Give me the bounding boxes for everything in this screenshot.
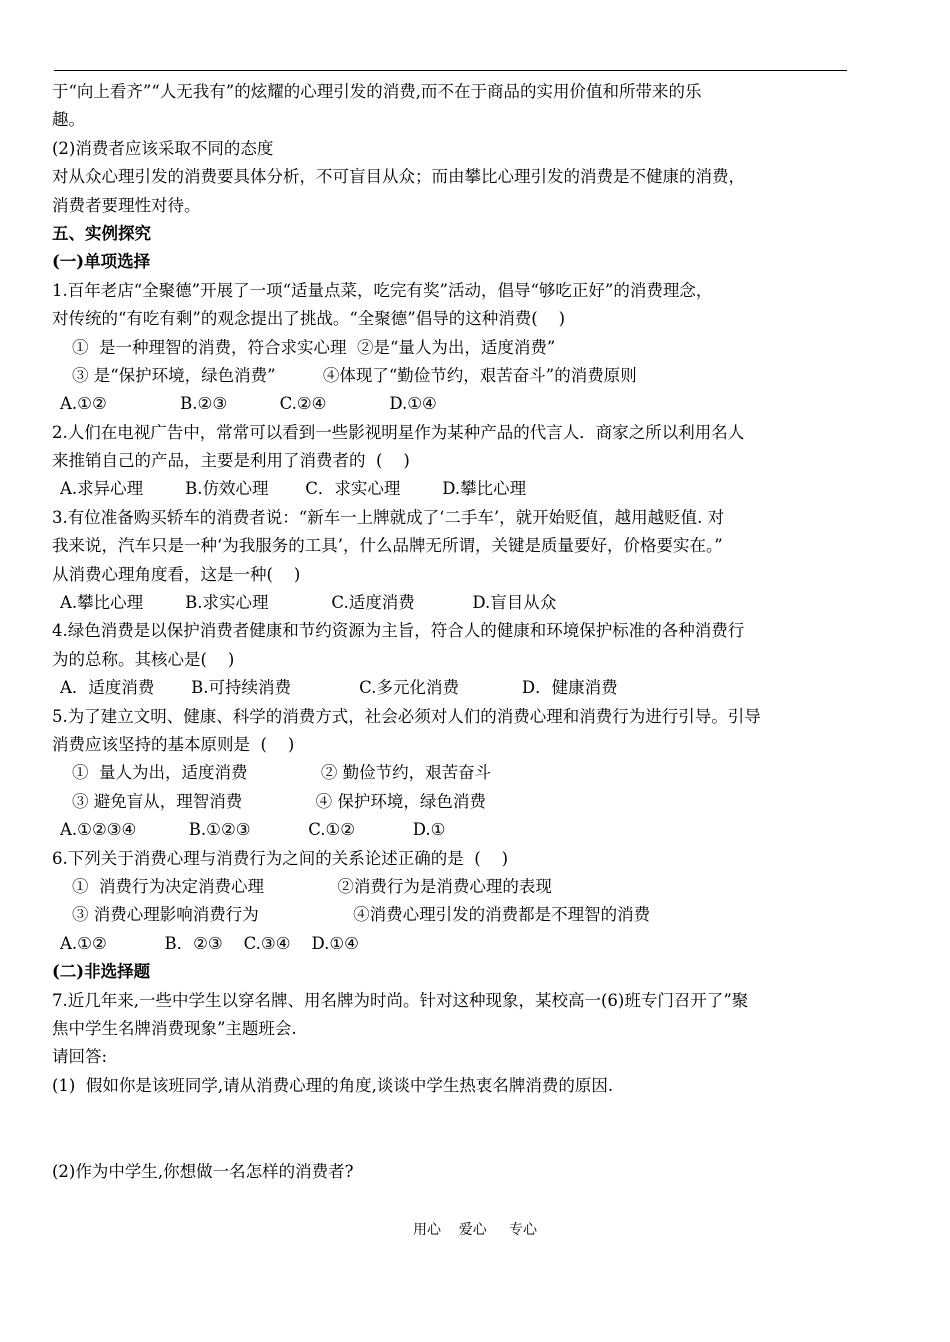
text-line: 趣。 <box>52 110 85 130</box>
subsection-heading: (二)非选择题 <box>52 962 151 982</box>
question-text: 1.百年老店“全聚德”开展了一项“适量点菜，吃完有奖”活动，倡导“够吃正好”的消费理念， <box>52 280 713 300</box>
question-text: 焦中学生名牌消费现象”主题班会. <box>52 1018 297 1038</box>
page-footer: 用心 爱心 专心 <box>412 1222 538 1238</box>
question-text: 为的总称。其核心是( ) <box>52 649 235 669</box>
document-body <box>52 78 848 1186</box>
question-text: 5.为了建立文明、健康、科学的消费方式，社会必须对人们的消费心理和消费行为进行引导。引导 <box>52 706 761 726</box>
question-text: 从消费心理角度看，这是一种( ) <box>52 564 301 584</box>
question-text: 2.人们在电视广告中，常常可以看到一些影视明星作为某种产品的代言人．商家之所以利用名人 <box>52 422 745 442</box>
answer-options: A．适度消费 B.可持续消费 C.多元化消费 D．健康消费 <box>60 678 618 698</box>
question-text: (1) 假如你是该班同学,请从消费心理的角度,谈谈中学生热衷名牌消费的原因. <box>52 1075 614 1095</box>
question-text: 7.近几年来,一些中学生以穿名牌、用名牌为时尚。针对这种现象，某校高一(6)班专门召开了”聚 <box>52 990 749 1010</box>
answer-options: A.①②③④ B.①②③ C.①② D.① <box>60 820 446 840</box>
header-rule <box>54 70 847 71</box>
text-line: 于“向上看齐”“人无我有”的炫耀的心理引发的消费,而不在于商品的实用价值和所带来的乐 <box>52 82 702 101</box>
question-text: 3.有位准备购买轿车的消费者说：“新车一上牌就成了‘二手车’，就开始贬值，越用越贬值. 对 <box>52 507 725 527</box>
answer-options: A.攀比心理 B.求实心理 C.适度消费 D.盲目从众 <box>60 593 557 613</box>
statement-line: ① 量人为出，适度消费 ② 勤俭节约，艰苦奋斗 <box>72 763 492 783</box>
question-text: 我来说，汽车只是一种‘为我服务的工具’，什么品牌无所谓，关键是质量要好，价格要实在。” <box>52 536 723 556</box>
text-line: 消费者要理性对待。 <box>52 195 201 215</box>
statement-line: ① 是一种理智的消费，符合求实心理 ②是“量人为出，适度消费” <box>72 337 556 357</box>
text-line: 对从众心理引发的消费要具体分析，不可盲目从众；而由攀比心理引发的消费是不健康的消费， <box>52 167 745 187</box>
question-text: 对传统的“有吃有剩”的观念提出了挑战。“全聚德”倡导的这种消费( ) <box>52 309 566 329</box>
answer-options: A.①② B.②③ C.②④ D.①④ <box>60 394 437 414</box>
question-text: 请回答: <box>52 1047 108 1067</box>
section-heading: 五、实例探究 <box>52 223 151 243</box>
statement-line: ③ 是“保护环境，绿色消费” ④体现了“勤俭节约，艰苦奋斗”的消费原则 <box>72 365 637 385</box>
answer-options: A.①② B．②③ C.③④ D.①④ <box>60 933 359 953</box>
question-text: 4.绿色消费是以保护消费者健康和节约资源为主旨，符合人的健康和环境保护标准的各种消费行 <box>52 621 745 641</box>
subheading: (2)消费者应该采取不同的态度 <box>52 138 274 158</box>
statement-line: ③ 避免盲从，理智消费 ④ 保护环境，绿色消费 <box>72 791 486 811</box>
question-text: 来推销自己的产品，主要是利用了消费者的 ( ) <box>52 451 410 471</box>
question-text: 6.下列关于消费心理与消费行为之间的关系论述正确的是 ( ) <box>52 848 509 868</box>
question-text: (2)作为中学生,你想做一名怎样的消费者? <box>52 1162 354 1182</box>
question-text: 消费应该坚持的基本原则是 ( ) <box>52 734 295 754</box>
answer-options: A.求异心理 B.仿效心理 C．求实心理 D.攀比心理 <box>60 479 527 499</box>
answer-space <box>52 1100 848 1158</box>
subsection-heading: (一)单项选择 <box>52 252 151 272</box>
statement-line: ③ 消费心理影响消费行为 ④消费心理引发的消费都是不理智的消费 <box>72 905 651 925</box>
statement-line: ① 消费行为决定消费心理 ②消费行为是消费心理的表现 <box>72 876 552 896</box>
